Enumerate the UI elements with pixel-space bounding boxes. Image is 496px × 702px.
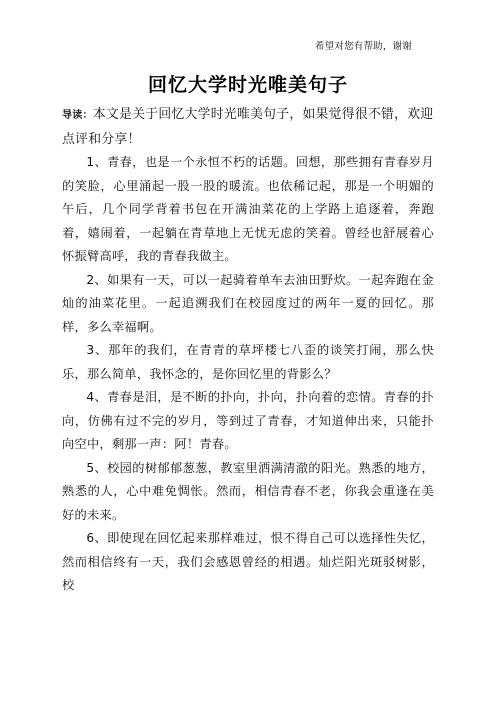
paragraph-4: 4、青春是泪，是不断的扑向，扑向，扑向着的恋情。青春的扑向，仿佛有过不完的岁月，等到过了青春，才知道伸出来，只能扑向空中，剩那一声：阿！青春。	[62, 390, 434, 451]
paragraph-6: 6、即使现在回忆起来那样难过，恨不得自己可以选择性失忆，然而相信终有一天，我们会感恩曾经的相遇。灿烂阳光斑驳树影，校	[62, 531, 434, 592]
lead-paragraph	[62, 103, 434, 151]
paragraph-1: 1、青春，也是一个永恒不朽的话题。回想，那些拥有青春岁月的笑脸，心里涌起一股一股的暖流。也依稀记起，那是一个明媚的午后，几个同学背着书包在开满油菜花的上学路上追逐着，奔跑着，嬉闹着，一起躺在青草地上无忧无虑的笑着。曾经也舒展着心怀振臂高呼，我的青春我做主。	[62, 155, 434, 263]
lead-label: 导读：	[62, 110, 93, 121]
paragraph-5: 5、校园的树郁郁葱葱，教室里洒满清澈的阳光。熟悉的地方，熟悉的人，心中难免惆怅。然而，相信青春不老，你我会重逢在美好的未来。	[62, 460, 434, 522]
paragraph-3: 3、那年的我们，在青青的草坪楼七八歪的谈笑打闹，那么快乐，那么简单，我怀念的，是你回忆里的背影么？	[62, 343, 434, 381]
document-body	[62, 103, 434, 598]
document-title: 回忆大学时光唯美句子	[147, 74, 348, 96]
header-note: 希望对您有帮助，谢谢	[314, 41, 412, 52]
paragraph-2: 2、如果有一天，可以一起骑着单车去油田野炊。一起奔跑在金灿的油菜花里。一起追溯我们在校园度过的两年一夏的回忆。那样，多么幸福啊。	[62, 272, 434, 334]
lead-text: 本文是关于回忆大学时光唯美句子，如果觉得很不错，欢迎点评和分享！	[62, 107, 434, 147]
